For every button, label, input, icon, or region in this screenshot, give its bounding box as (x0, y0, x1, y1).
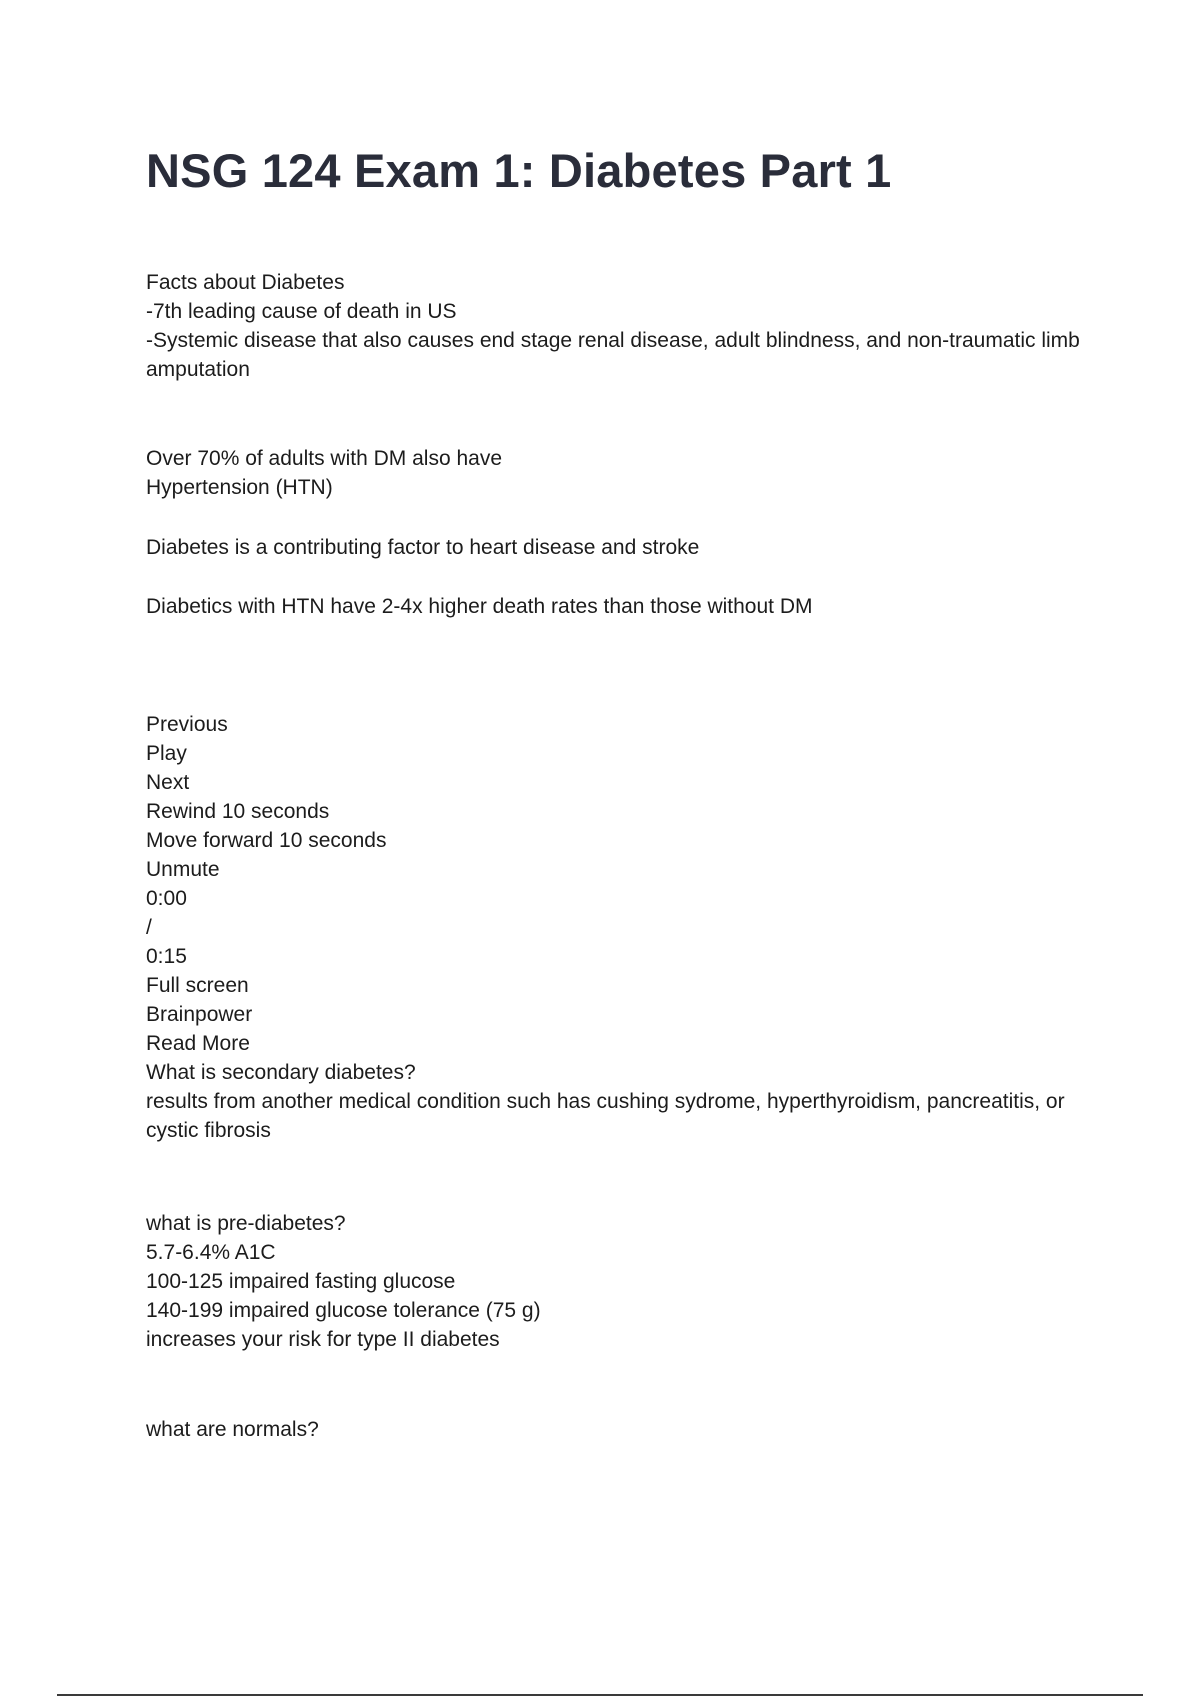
secondary-question: What is secondary diabetes? (146, 1061, 416, 1084)
normals-question: what are normals? (146, 1418, 319, 1441)
page-title: NSG 124 Exam 1: Diabetes Part 1 (146, 144, 892, 197)
media-player-controls (146, 710, 1096, 1145)
time-separator: / (146, 916, 152, 939)
death-rates-text: Diabetics with HTN have 2-4x higher death rates than those without DM (146, 595, 813, 618)
prediabetes-a1c: 5.7-6.4% A1C (146, 1241, 276, 1264)
rewind-button[interactable]: Rewind 10 seconds (146, 800, 330, 823)
contributing-text: Diabetes is a contributing factor to heart disease and stroke (146, 536, 700, 559)
secondary-answer: results from another medical condition such has cushing sydrome, hyperthyroidism, pancreatitis, or cystic fibrosis (146, 1090, 1065, 1142)
facts-heading: Facts about Diabetes (146, 271, 345, 294)
facts-point-2: -Systemic disease that also causes end stage renal disease, adult blindness, and non-traumatic limb amputation (146, 329, 1080, 381)
normals-section (146, 1415, 1096, 1444)
prediabetes-risk: increases your risk for type II diabetes (146, 1328, 500, 1351)
read-more-link[interactable]: Read More (146, 1032, 250, 1055)
death-rates-section (146, 592, 1096, 621)
play-button[interactable]: Play (146, 742, 187, 765)
htn-section (146, 444, 1096, 502)
duration: 0:15 (146, 945, 187, 968)
forward-button[interactable]: Move forward 10 seconds (146, 829, 387, 852)
facts-section (146, 268, 1096, 384)
fullscreen-button[interactable]: Full screen (146, 974, 249, 997)
brand-link[interactable]: Brainpower (146, 1003, 253, 1026)
htn-question: Over 70% of adults with DM also have (146, 447, 502, 470)
unmute-button[interactable]: Unmute (146, 858, 220, 881)
previous-button[interactable]: Previous (146, 713, 228, 736)
footer-divider (57, 1694, 1143, 1696)
contributing-section (146, 533, 1096, 562)
prediabetes-tolerance: 140-199 impaired glucose tolerance (75 g) (146, 1299, 541, 1322)
facts-point-1: -7th leading cause of death in US (146, 300, 457, 323)
prediabetes-section (146, 1209, 1096, 1354)
current-time: 0:00 (146, 887, 187, 910)
next-button[interactable]: Next (146, 771, 190, 794)
prediabetes-question: what is pre-diabetes? (146, 1212, 346, 1235)
prediabetes-fasting: 100-125 impaired fasting glucose (146, 1270, 456, 1293)
htn-answer: Hypertension (HTN) (146, 476, 333, 499)
